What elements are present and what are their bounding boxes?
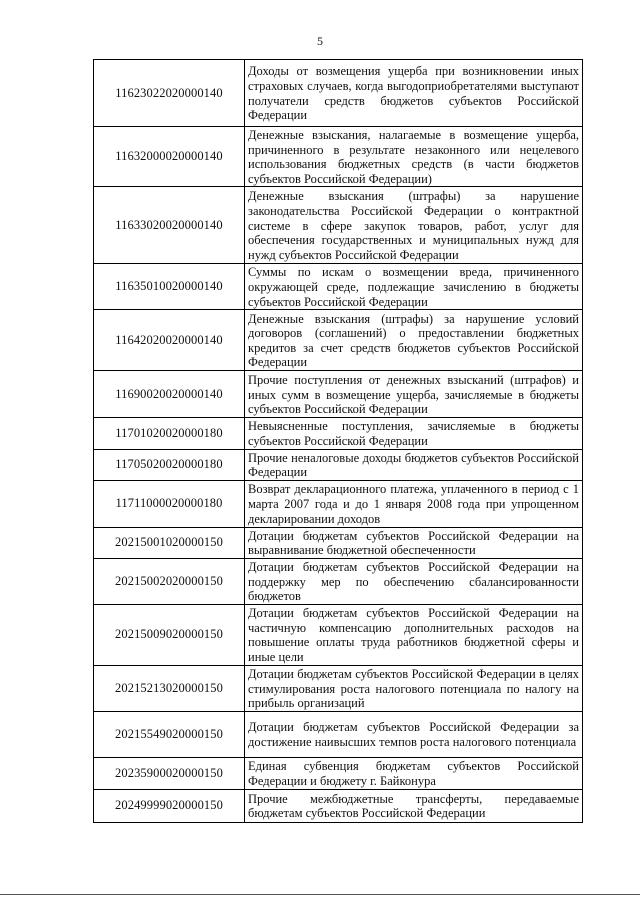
table-row	[94, 527, 583, 558]
budget-code-cell: 20215009020000150	[94, 604, 245, 665]
budget-code-cell: 11635010020000140	[94, 264, 245, 310]
revenue-codes-table	[93, 59, 583, 823]
description-cell: Прочие поступления от денежных взысканий (штрафов) и иных сумм в возмещение ущерба, зачисляемые в бюджеты субъектов Российской Федерации	[245, 371, 583, 418]
page-number: 5	[317, 34, 323, 48]
table-row	[94, 665, 583, 711]
description-cell: Денежные взыскания (штрафы) за нарушение условий договоров (соглашений) о предоставлении бюджетных кредитов за счет средств бюджетов субъектов Российской Федерации	[245, 310, 583, 371]
budget-code-cell: 11623022020000140	[94, 60, 245, 127]
table-row	[94, 418, 583, 449]
description-cell: Дотации бюджетам субъектов Российской Федерации на поддержку мер по обеспечению сбалансированности бюджетов	[245, 558, 583, 604]
budget-code-cell: 11633020020000140	[94, 187, 245, 264]
table-row	[94, 310, 583, 371]
table-row	[94, 60, 583, 127]
table-row	[94, 558, 583, 604]
budget-code-cell: 11632000020000140	[94, 127, 245, 187]
budget-code-cell: 20249999020000150	[94, 789, 245, 822]
table-row	[94, 371, 583, 418]
page-bottom-rule	[0, 894, 640, 895]
description-cell: Невыясненные поступления, зачисляемые в бюджеты субъектов Российской Федерации	[245, 418, 583, 449]
budget-code-cell: 11642020020000140	[94, 310, 245, 371]
table-row	[94, 449, 583, 480]
table-row	[94, 789, 583, 822]
description-cell: Дотации бюджетам субъектов Российской Федерации за достижение наивысших темпов роста налогового потенциала	[245, 711, 583, 757]
table-row	[94, 264, 583, 310]
description-cell: Дотации бюджетам субъектов Российской Федерации на выравнивание бюджетной обеспеченности	[245, 527, 583, 558]
description-cell: Возврат декларационного платежа, уплаченного в период с 1 марта 2007 года и до 1 января 2008 года при упрощенном декларировании доходов	[245, 480, 583, 527]
description-cell: Суммы по искам о возмещении вреда, причиненного окружающей среде, подлежащие зачислению в бюджеты субъектов Российской Федерации	[245, 264, 583, 310]
description-cell: Единая субвенция бюджетам субъектов Российской Федерации и бюджету г. Байконура	[245, 757, 583, 789]
description-cell: Денежные взыскания (штрафы) за нарушение законодательства Российской Федерации о контрактной системе в сфере закупок товаров, работ, услуг для обеспечения государственных и муниципальных нужд для нужд субъектов Российской Федерации	[245, 187, 583, 264]
budget-code-cell: 20215001020000150	[94, 527, 245, 558]
description-cell: Прочие неналоговые доходы бюджетов субъектов Российской Федерации	[245, 449, 583, 480]
table-row	[94, 480, 583, 527]
budget-code-cell: 11690020020000140	[94, 371, 245, 418]
budget-code-cell: 20215002020000150	[94, 558, 245, 604]
description-cell: Дотации бюджетам субъектов Российской Федерации на частичную компенсацию дополнительных расходов на повышение оплаты труда работников бюджетной сферы и иные цели	[245, 604, 583, 665]
budget-code-cell: 20215549020000150	[94, 711, 245, 757]
description-cell: Доходы от возмещения ущерба при возникновении иных страховых случаев, когда выгодоприобретателями выступают получатели средств бюджетов субъектов Российской Федерации	[245, 60, 583, 127]
table-row	[94, 757, 583, 789]
table-row	[94, 711, 583, 757]
table-row	[94, 604, 583, 665]
budget-code-cell: 20235900020000150	[94, 757, 245, 789]
table-row	[94, 187, 583, 264]
description-cell: Прочие межбюджетные трансферты, передаваемые бюджетам субъектов Российской Федерации	[245, 789, 583, 822]
budget-code-cell: 20215213020000150	[94, 665, 245, 711]
budget-code-cell: 11705020020000180	[94, 449, 245, 480]
budget-code-cell: 11701020020000180	[94, 418, 245, 449]
description-cell: Денежные взыскания, налагаемые в возмещение ущерба, причиненного в результате незаконного или нецелевого использования бюджетных средств (в части бюджетов субъектов Российской Федерации)	[245, 127, 583, 187]
description-cell: Дотации бюджетам субъектов Российской Федерации в целях стимулирования роста налогового потенциала по налогу на прибыль организаций	[245, 665, 583, 711]
table-row	[94, 127, 583, 187]
budget-code-cell: 11711000020000180	[94, 480, 245, 527]
